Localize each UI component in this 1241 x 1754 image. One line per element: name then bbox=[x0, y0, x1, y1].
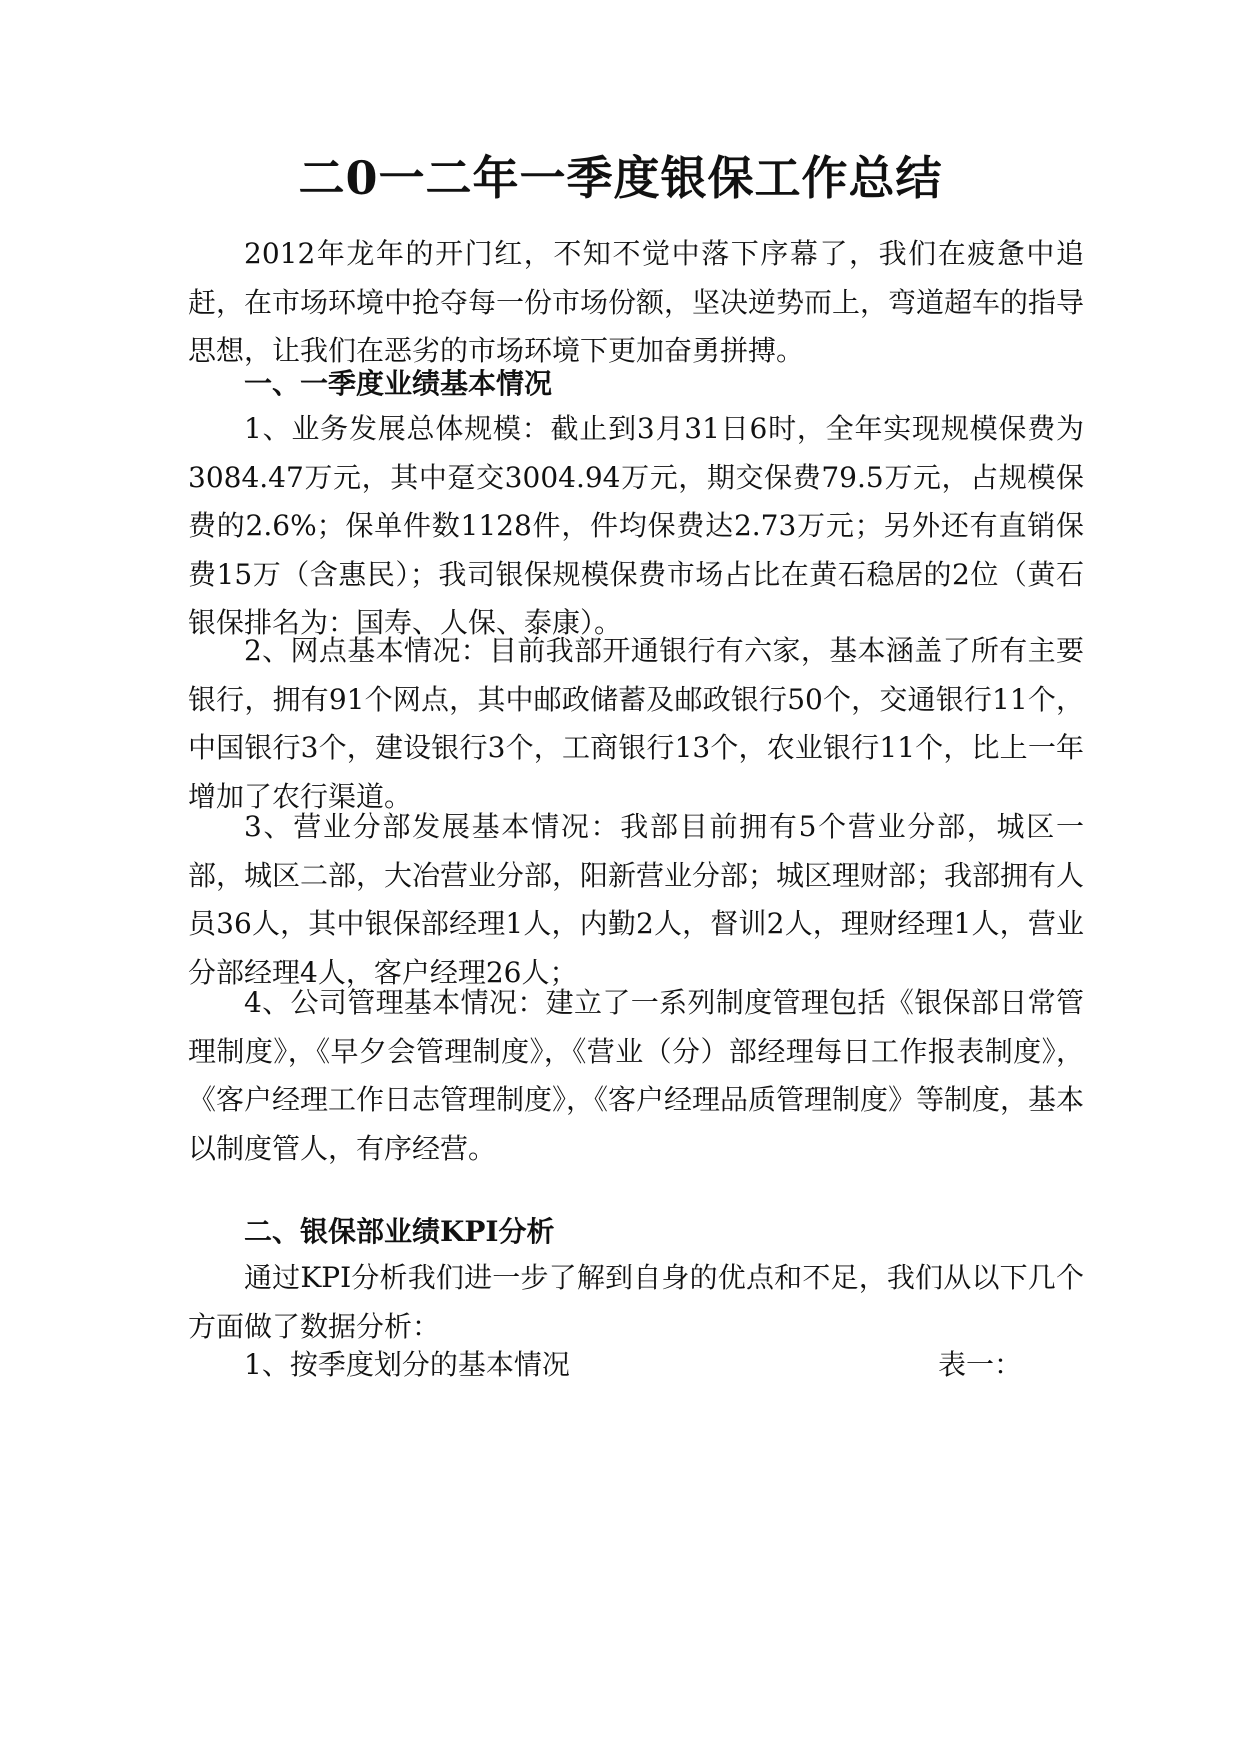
section2-item-1-label: 1、按季度划分的基本情况 bbox=[244, 1348, 570, 1381]
section2-heading: 二、银保部业绩KPI分析 bbox=[244, 1215, 555, 1248]
section2-item-1 bbox=[244, 1341, 1084, 1390]
intro-paragraph: 2012年龙年的开门红，不知不觉中落下序幕了，我们在疲惫中追赶，在市场环境中抢夺每一份市场份额，坚决逆势而上，弯道超车的指导思想，让我们在恶劣的市场环境下更加奋勇拼搏。 bbox=[188, 237, 1085, 367]
section1-paragraph-1: 1、业务发展总体规模：截止到3月31日6时，全年实现规模保费为3084.47万元，其中趸交3004.94万元，期交保费79.5万元，占规模保费的2.6%；保单件数1128件，件均保费达2.73万元；另外还有直销保费15万（含惠民）；我司银保规模保费市场占比在黄石稳居的2位（黄石银保排名为：国寿、人保、泰康）。 bbox=[188, 412, 1084, 639]
section1-heading: 一、一季度业绩基本情况 bbox=[244, 367, 553, 400]
table-reference-label: 表一： bbox=[938, 1348, 1023, 1381]
section2-paragraph-1: 通过KPI分析我们进一步了解到自身的优点和不足，我们从以下几个方面做了数据分析： bbox=[188, 1261, 1084, 1343]
section1-paragraph-2: 2、网点基本情况：目前我部开通银行有六家，基本涵盖了所有主要银行，拥有91个网点，其中邮政储蓄及邮政银行50个，交通银行11个，中国银行3个，建设银行3个，工商银行13个，农业银行11个，比上一年增加了农行渠道。 bbox=[188, 634, 1084, 813]
document-title: 二0一二年一季度银保工作总结 bbox=[298, 151, 943, 205]
section1-paragraph-3: 3、营业分部发展基本情况：我部目前拥有5个营业分部，城区一部，城区二部，大冶营业分部，阳新营业分部；城区理财部；我部拥有人员36人，其中银保部经理1人，内勤2人，督训2人，理财经理1人，营业分部经理4人，客户经理26人； bbox=[188, 810, 1085, 989]
section1-paragraph-4: 4、公司管理基本情况：建立了一系列制度管理包括《银保部日常管理制度》，《早夕会管理制度》，《营业（分）部经理每日工作报表制度》，《客户经理工作日志管理制度》，《客户经理品质管理制度》等制度，基本以制度管人，有序经营。 bbox=[188, 986, 1085, 1165]
